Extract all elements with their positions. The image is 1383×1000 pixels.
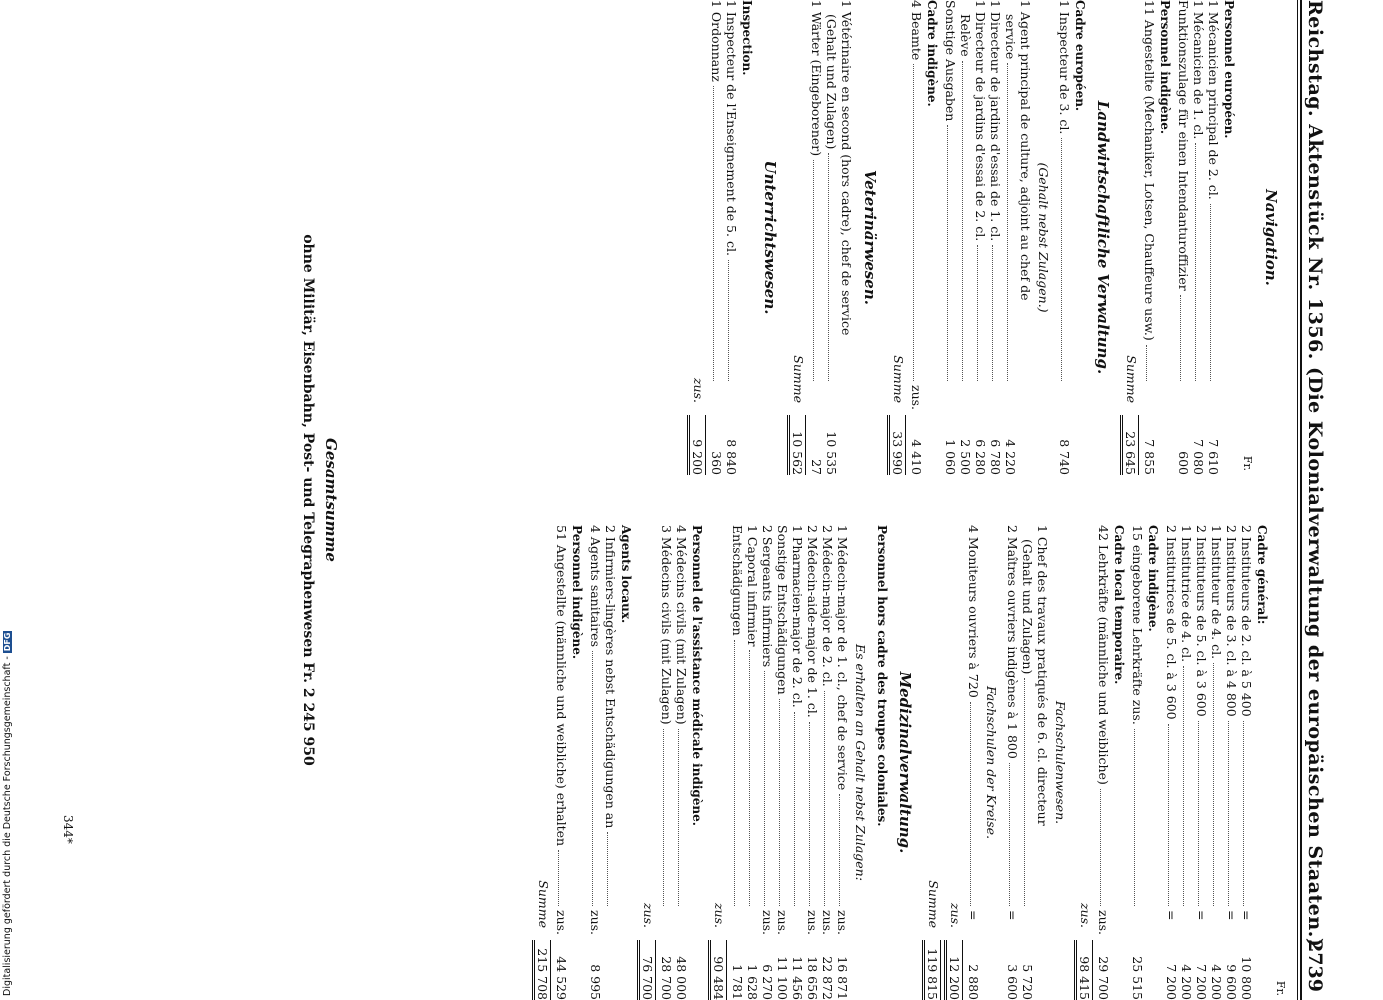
table-row bbox=[1130, 525, 1145, 1000]
row-label: 51 Angestellte (männliche und weibliche) erhalten bbox=[554, 525, 569, 847]
grand-total-line: ohne Militär, Eisenbahn, Post- und Telegraphenwesen Fr. 2 245 950 bbox=[300, 234, 316, 766]
table-row: 1 Chef des travaux pratiqués de 6. cl. directeur bbox=[1035, 525, 1050, 826]
leader-dots bbox=[1243, 721, 1244, 906]
sum-row: zus. 98 415 bbox=[1074, 525, 1093, 1000]
row-amount: 10 800 bbox=[1239, 956, 1254, 1000]
row-marker: = bbox=[1239, 910, 1254, 921]
row-label: 1 Instituteur de 4. cl. bbox=[1209, 525, 1224, 660]
table-row: Funktionszulage für einen Intendanturoffizier 600 bbox=[1176, 0, 1191, 475]
currency-label: Fr. bbox=[1274, 980, 1287, 996]
rows-cadre-general bbox=[1164, 525, 1254, 1000]
row-marker: zus. bbox=[554, 910, 569, 936]
table-row: (Gehalt und Zulagen) 5 720 bbox=[1020, 539, 1035, 1000]
table-row bbox=[1164, 525, 1179, 1000]
leader-dots bbox=[1100, 789, 1101, 906]
row-label: Entschädigungen bbox=[730, 525, 745, 636]
header-rule-thin bbox=[1297, 0, 1298, 1000]
table-row: (Gehalt und Zulagen) 10 535 bbox=[824, 14, 839, 475]
row-label: 4 Médecins civils (mit Zulagen) bbox=[674, 525, 689, 725]
header-rule bbox=[1300, 0, 1302, 1000]
row-label: 1 Médecin-major de 1. cl., chef de service bbox=[835, 525, 850, 791]
leader-dots bbox=[1168, 724, 1169, 906]
row-amount: 48 000 bbox=[674, 956, 689, 1000]
table-row bbox=[1096, 525, 1111, 1000]
table-row: 1 Wärter (Eingeborener) 27 bbox=[809, 0, 824, 475]
group-heading: Personnel européen. bbox=[1222, 0, 1236, 139]
table-row bbox=[603, 525, 618, 1000]
left-column bbox=[687, 0, 1288, 475]
row-marker: = bbox=[1164, 910, 1179, 921]
row-note: (Gehalt nebst Zulagen.) bbox=[1036, 162, 1051, 313]
leader-dots bbox=[1213, 663, 1214, 906]
sum-row: zus. 90 484 bbox=[708, 525, 727, 1000]
leader-dots bbox=[839, 794, 840, 906]
row-amount: 4 200 bbox=[1179, 964, 1194, 1000]
leader-dots bbox=[678, 729, 679, 906]
row-label: 2 Infirmiers-lingères nebst Entschädigungen an bbox=[603, 525, 618, 829]
sum-row: zus. 9 200 bbox=[687, 0, 706, 475]
section-title-veterinaer: Veterinärwesen. bbox=[861, 170, 879, 305]
digitization-note bbox=[2, 631, 13, 996]
row-amount: 44 529 bbox=[554, 956, 569, 1000]
rows-cadre-local bbox=[1096, 525, 1111, 1000]
row-label: 2 Instituteurs de 3. cl. à 4 800 bbox=[1224, 525, 1239, 717]
grand-total-title: Gesamtsumme bbox=[322, 438, 340, 562]
sum-row: zus. 76 700 bbox=[637, 525, 656, 1000]
currency-label: Fr. bbox=[1241, 455, 1254, 471]
row-amount: 29 700 bbox=[1096, 956, 1111, 1000]
table-row: 1 Mécanicien principal de 2. cl. 7 610 bbox=[1206, 0, 1221, 475]
rows-personnel-indigene bbox=[554, 525, 569, 1000]
row-marker: zus. bbox=[588, 910, 603, 936]
leader-dots bbox=[749, 650, 750, 906]
digitization-text: Digitalisierung gefördert durch die Deutsche Forschungsgemeinschaft - bbox=[2, 656, 13, 996]
row-label: 42 Lehrkräfte (männliche und weibliche) bbox=[1096, 525, 1111, 785]
group-heading: Inspection. bbox=[740, 0, 754, 76]
group-heading: Cadre général: bbox=[1255, 525, 1269, 625]
row-amount: 9 600 bbox=[1224, 964, 1239, 1000]
leader-dots bbox=[607, 832, 608, 906]
table-row: 1 Inspecteur de 3. cl. 8 740 bbox=[1057, 0, 1072, 475]
sum-row: Summe 119 815 bbox=[922, 525, 941, 1000]
row-marker: zus. bbox=[820, 910, 835, 936]
table-row: Relève 2 500 bbox=[958, 14, 973, 475]
table-row: 1 Directeur de jardins d'essai de 1. cl. 6 780 bbox=[988, 0, 1003, 475]
row-label: Sonstige Entschädigungen bbox=[775, 525, 790, 695]
table-row bbox=[588, 525, 603, 1000]
row-marker: = bbox=[1224, 910, 1239, 921]
table-row bbox=[674, 525, 689, 1000]
table-row bbox=[835, 525, 850, 1000]
rows-medizinal bbox=[730, 525, 850, 1000]
table-row bbox=[659, 525, 674, 1000]
table-row: 11 Angestellte (Mechaniker, Lotsen, Chauffeure usw.) 7 855 bbox=[1142, 0, 1157, 475]
row-marker: zus. bbox=[835, 910, 850, 936]
table-row bbox=[820, 525, 835, 1000]
group-heading: Personnel indigène. bbox=[1158, 0, 1172, 135]
group-heading: Cadre européen. bbox=[1073, 0, 1087, 112]
table-row bbox=[554, 525, 569, 1000]
right-column bbox=[532, 525, 1288, 1000]
row-amount: 8 995 bbox=[588, 964, 603, 1000]
row-amount: 28 700 bbox=[659, 956, 674, 1000]
row-amount: 22 872 bbox=[820, 956, 835, 1000]
leader-dots bbox=[1134, 729, 1135, 906]
row-amount: 16 871 bbox=[835, 956, 850, 1000]
table-row bbox=[1194, 525, 1209, 1000]
subsection-title: Fachschulen der Kreise. bbox=[984, 685, 999, 840]
row-label: 4 Agents sanitaires bbox=[588, 525, 603, 647]
table-row bbox=[745, 525, 760, 1000]
sum-row: zus. 12 200 bbox=[944, 525, 963, 1000]
row-label: 2 Médecin-aide-major de 1. cl. bbox=[805, 525, 820, 718]
rows-agents bbox=[588, 525, 618, 1000]
leader-dots bbox=[663, 729, 664, 906]
table-row: service 4 220 bbox=[1003, 14, 1018, 475]
page-header bbox=[1304, 0, 1334, 1000]
table-row bbox=[1224, 525, 1239, 1000]
row-marker: zus. bbox=[760, 910, 775, 936]
table-row: 1 Inspecteur de l'Enseignement de 5. cl. 8 840 bbox=[724, 0, 739, 475]
table-row: 1 Agent principal de culture, adjoint au chef de bbox=[1018, 0, 1033, 301]
leader-dots bbox=[824, 691, 825, 906]
row-marker: zus. bbox=[805, 910, 820, 936]
row-marker: zus. bbox=[1096, 910, 1111, 936]
leader-dots bbox=[764, 671, 765, 906]
leader-dots bbox=[734, 640, 735, 906]
dfg-logo: DFG bbox=[3, 632, 12, 652]
table-row: Sonstige Ausgaben 1 060 bbox=[943, 0, 958, 475]
table-row: 1 Ordonnanz 360 bbox=[709, 0, 724, 475]
row-label: 3 Médecins civils (mit Zulagen) bbox=[659, 525, 674, 725]
sum-row: Summe 23 645 bbox=[1120, 0, 1139, 475]
row-label: 2 Médecin-major de 2. cl. bbox=[820, 525, 835, 687]
row-amount: 11 456 bbox=[790, 956, 805, 1000]
sum-row: Summe 215 708 bbox=[532, 525, 551, 1000]
table-row: 1 Vétérinaire en second (hors cadre), chef de service bbox=[839, 0, 854, 336]
rotated-page-content bbox=[40, 0, 1340, 1000]
row-amount: 25 515 bbox=[1130, 956, 1145, 1000]
leader-dots bbox=[558, 850, 559, 906]
leader-dots bbox=[779, 699, 780, 906]
table-row: 4 Beamte zus. 4 410 bbox=[909, 0, 924, 475]
leader-dots bbox=[1228, 721, 1229, 906]
row-marker: zus. bbox=[775, 910, 790, 936]
row-amount: 4 200 bbox=[1209, 964, 1224, 1000]
table-row bbox=[775, 525, 790, 1000]
group-heading: Personnel hors cadre des troupes coloniales. bbox=[875, 525, 889, 827]
row-amount: 7 200 bbox=[1164, 964, 1179, 1000]
group-note: Es erhalten an Gehalt nebst Zulagen: bbox=[853, 644, 868, 881]
header-page-number: 2739 bbox=[1304, 939, 1326, 992]
row-amount: 6 270 bbox=[760, 964, 775, 1000]
sum-row: Summe 33 990 bbox=[887, 0, 906, 475]
sum-row: Summe 10 562 bbox=[787, 0, 806, 475]
row-label: 2 Instituteurs de 2. cl. à 5 400 bbox=[1239, 525, 1254, 717]
row-amount: 1 781 bbox=[730, 964, 745, 1000]
rows-cadre-indigene bbox=[1130, 525, 1145, 1000]
page-mark: 344* bbox=[61, 815, 75, 844]
leader-dots bbox=[809, 722, 810, 906]
header-title: Reichstag. Aktenstück Nr. 1356. (Die Kolonialverwaltung der europäischen Staaten.) bbox=[1304, 0, 1326, 948]
row-amount: 11 100 bbox=[775, 956, 790, 1000]
table-row bbox=[1179, 525, 1194, 1000]
group-heading: Agents locaux. bbox=[619, 525, 633, 624]
leader-dots bbox=[794, 712, 795, 906]
group-heading: Personnel indigène. bbox=[570, 525, 584, 660]
row-label: 1 Institutrice de 4. cl. bbox=[1179, 525, 1194, 663]
table-row bbox=[805, 525, 820, 1000]
rows-assistance bbox=[659, 525, 689, 1000]
section-title-landwirtschaft: Landwirtschaftliche Verwaltung. bbox=[1094, 100, 1112, 375]
group-heading: Cadre local temporaire. bbox=[1112, 525, 1126, 685]
group-heading: Personnel de l'assistance médicale indigène. bbox=[690, 525, 704, 826]
table-row bbox=[730, 525, 745, 1000]
row-label: 2 Sergeants infirmiers bbox=[760, 525, 775, 668]
table-row bbox=[790, 525, 805, 1000]
row-amount: 18 656 bbox=[805, 956, 820, 1000]
leader-dots bbox=[592, 651, 593, 906]
row-label: 1 Caporal infirmier bbox=[745, 525, 760, 647]
subsection-title: Fachschulenwesen. bbox=[1053, 700, 1068, 825]
table-row: 1 Directeur de jardins d'essai de 2. cl. 6 280 bbox=[973, 0, 988, 475]
group-heading: Cadre indigène. bbox=[925, 0, 939, 107]
table-row: 2 Maîtres ouvriers indigènes à 1 800 = 3 600 bbox=[1005, 525, 1020, 1000]
row-label: 15 eingeborene Lehrkräfte zus. bbox=[1130, 525, 1145, 725]
row-label: 1 Pharmacien-major de 2. cl. bbox=[790, 525, 805, 708]
row-label: 2 Instituteurs de 5. cl. à 3 600 bbox=[1194, 525, 1209, 717]
table-row: 4 Moniteurs ouvriers à 720 = 2 880 bbox=[966, 525, 981, 1000]
table-row bbox=[760, 525, 775, 1000]
group-heading: Cadre indigène. bbox=[1146, 525, 1160, 632]
section-title-unterricht: Unterrichtswesen. bbox=[761, 160, 779, 315]
row-marker: = bbox=[1194, 910, 1209, 921]
section-title-medizinal: Medizinalverwaltung. bbox=[896, 671, 914, 854]
row-amount: 7 200 bbox=[1194, 964, 1209, 1000]
table-row: 1 Mécanicien de 1. cl. 7 080 bbox=[1191, 0, 1206, 475]
row-label: 2 Institutrices de 5. cl. à 3 600 bbox=[1164, 525, 1179, 720]
row-amount: 1 628 bbox=[745, 964, 760, 1000]
leader-dots bbox=[1183, 666, 1184, 906]
table-row bbox=[1239, 525, 1254, 1000]
leader-dots bbox=[1198, 721, 1199, 906]
section-title-navigation: Navigation. bbox=[1262, 189, 1280, 286]
table-row bbox=[1209, 525, 1224, 1000]
